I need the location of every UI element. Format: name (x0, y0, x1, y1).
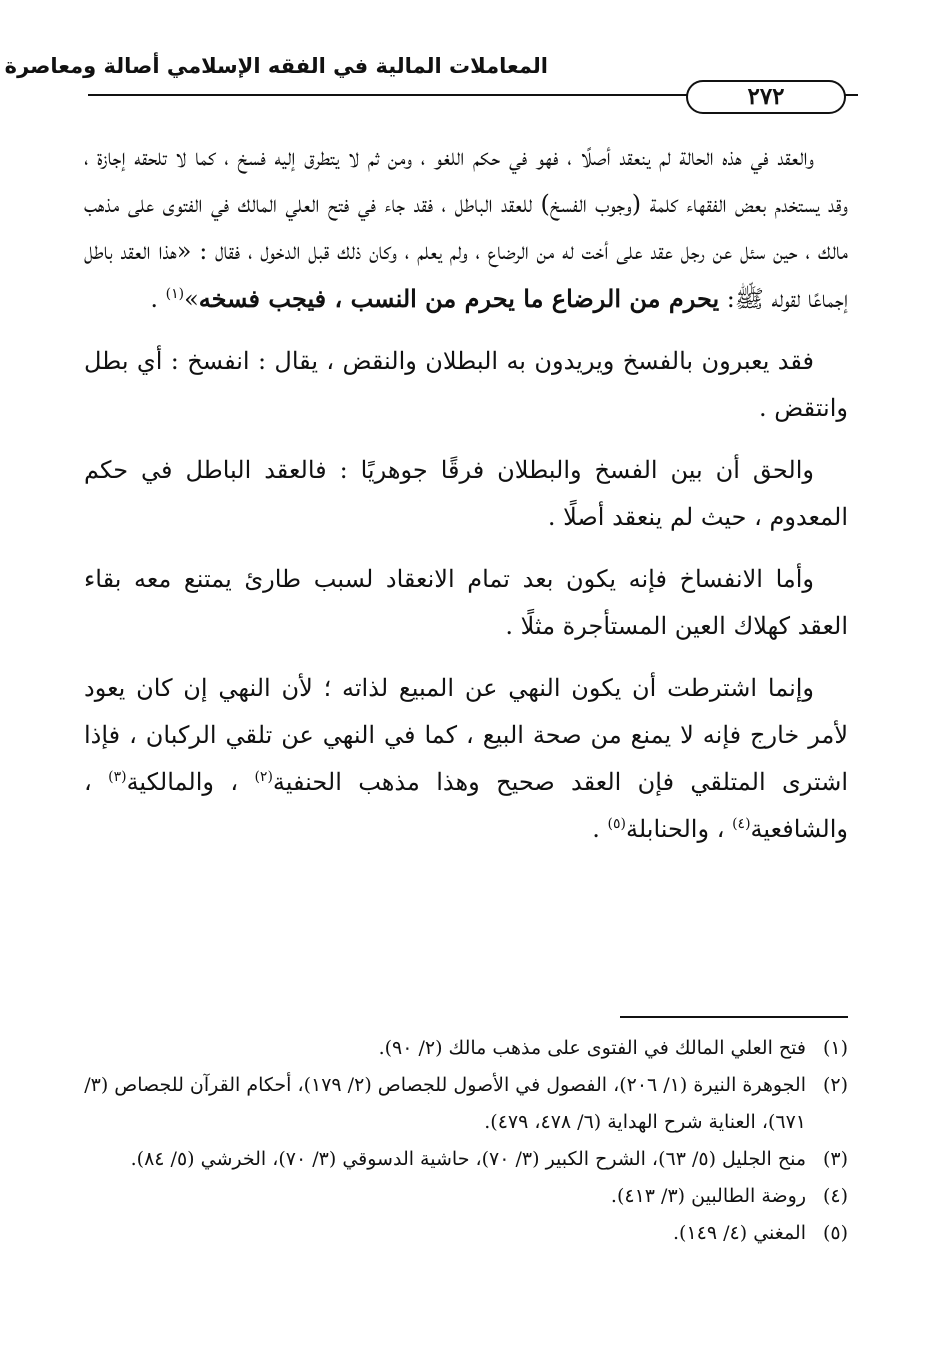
paragraph-3: والحق أن بين الفسخ والبطلان فرقًا جوهريًا : فالعقد الباطل في حكم المعدوم ، حيث لم ينعقد أصلًا . (84, 456, 848, 531)
footnote-ref-2[interactable]: (٢) (254, 769, 273, 785)
footnote-text: المغني (٤/ ١٤٩). (673, 1222, 806, 1244)
quote-close: » (184, 285, 199, 313)
footnote-ref-4[interactable]: (٤) (732, 816, 751, 832)
footnote-separator (620, 1016, 848, 1018)
paragraph-2: فقد يعبرون بالفسخ ويريدون به البطلان والنقض ، يقال : انفسخ : أي بطل وانتقض . (84, 347, 848, 422)
running-header (4, 40, 858, 120)
footnote-number: (٤) (822, 1185, 848, 1207)
paragraph-1-text: والعقد في هذه الحالة لم ينعقد أصلًا ، فهو في حكم اللغو ، ومن ثم لا يتطرق إليه فسخ ، كما لا تلحقه إجازة ، وقد يستخدم بعض الفقهاء كلمة (وجوب الفسخ) للعقد الباطل ، فقد جاء في فتح العلي المالك في الفتوى على مذهب مالك ، حين سئل عن رجل عقد على أخت له من الرضاع ، ولم يعلم ، وكان ذلك قبل الدخول ، فقال : «هذا العقد باطل إجماعًا لقوله ﷺ: (84, 143, 849, 313)
footnote-number: (١) (822, 1037, 848, 1059)
paragraph-5-end: . (592, 815, 608, 843)
footnote-ref-5[interactable]: (٥) (607, 816, 626, 832)
footnote-text: فتح العلي المالك في الفتوى على مذهب مالك (٢/ ٩٠). (378, 1037, 806, 1059)
footnote-1 (84, 1030, 848, 1067)
paragraph-5-text: وإنما اشترطت أن يكون النهي عن المبيع لذاته ؛ لأن النهي إن كان يعود لأمر خارج فإنه لا يمنع من صحة البيع ، كما في النهي عن تلقي الركبان ، فإذا اشترى المتلقي فإن العقد صحيح وهذا مذهب الحنفية (84, 674, 849, 796)
page-number: ٢٧٢ (686, 80, 846, 114)
footnote-number: (٢) (822, 1074, 848, 1096)
footnote-2 (84, 1067, 848, 1141)
paragraph-5-text-d: ، والحنابلة (625, 815, 733, 843)
footnotes (84, 1030, 848, 1252)
footnote-5 (84, 1215, 848, 1252)
footnote-4 (84, 1178, 848, 1215)
paragraph-5 (84, 665, 848, 853)
footnote-ref-1[interactable]: (١) (165, 286, 185, 302)
footnote-number: (٥) (822, 1222, 848, 1244)
main-text (84, 134, 848, 853)
paragraph-4: وأما الانفساخ فإنه يكون بعد تمام الانعقاد لسبب طارئ يمتنع معه بقاء العقد كهلاك العين المستأجرة مثلًا . (84, 565, 848, 640)
paragraph-5-text-c: ، والشافعية (84, 768, 848, 843)
footnote-3 (84, 1141, 848, 1178)
footnote-text: روضة الطالبين (٣/ ٤١٣). (610, 1185, 806, 1207)
paragraph-1 (84, 134, 848, 323)
paragraph-5-text-b: ، والمالكية (126, 768, 255, 796)
hadith-quote: يحرم من الرضاع ما يحرم من النسب ، فيجب فسخه (198, 284, 720, 313)
paragraph-1-end: . (150, 285, 166, 313)
footnote-number: (٣) (822, 1148, 848, 1170)
footnote-text: الجوهرة النيرة (١/ ٢٠٦)، الفصول في الأصول للجصاص (٢/ ١٧٩)، أحكام القرآن للجصاص (٣/ ٦٧١)، العناية شرح الهداية (٦/ ٤٧٨، ٤٧٩). (84, 1074, 806, 1133)
footnote-text: منح الجليل (٥/ ٦٣)، الشرح الكبير (٣/ ٧٠)، حاشية الدسوقي (٣/ ٧٠)، الخرشي (٥/ ٨٤). (130, 1148, 806, 1170)
footnote-ref-3[interactable]: (٣) (108, 769, 127, 785)
book-title: المعاملات المالية في الفقه الإسلامي أصالة ومعاصرة (4, 54, 548, 78)
